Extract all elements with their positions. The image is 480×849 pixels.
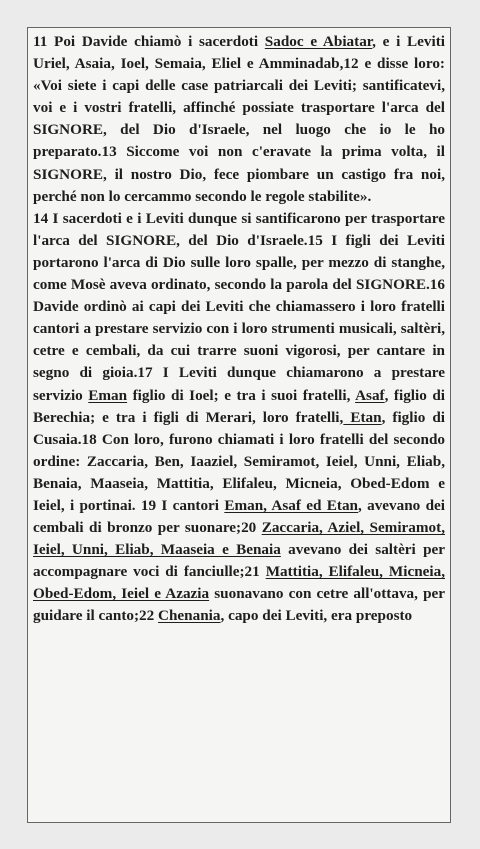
text-run: , figlio di Berechia; e tra i figli di Merari, loro fratelli,: [33, 386, 445, 426]
underlined-name: Asaf: [355, 386, 385, 404]
underlined-name: Etan: [343, 408, 382, 426]
scripture-text: [33, 31, 445, 628]
paragraph-verses-11-13: [33, 31, 445, 208]
text-run: , e i Leviti Uriel, Asaia, Ioel, Semaia, Eliel e Amminadab,12 e disse loro: «Voi siete i capi delle case patriarcali dei Leviti; santificatevi, voi e i vostri fratelli, affinché possiate trasportare l'arca del SIGNORE, del Dio d'Israele, nel luogo che io le ho preparato.13 Siccome voi non c'eravate la prima volta, il SIGNORE, il nostro Dio, fece piombare un castigo fra noi, perché non lo cercammo secondo le regole stabilite».: [33, 33, 446, 205]
text-run: , capo dei Leviti, era preposto: [220, 607, 413, 625]
scripture-page: [27, 27, 451, 823]
underlined-name: Chenania: [158, 607, 221, 625]
text-run: , figlio di Cusaia.18 Con loro, furono chiamati i loro fratelli del secondo ordine: Zaccaria, Ben, Iaaziel, Semiramot, Ieiel, Unni, Eliab, Benaia, Maaseia, Mattitia, Elifaleu, Micneia, Obed-Edom e Ieiel, i portinai. 19 I cantori: [33, 408, 445, 514]
underlined-name: Eman, Asaf ed Etan: [224, 496, 358, 514]
text-run: , avevano dei cembali di bronzo per suonare;20: [33, 496, 445, 537]
underlined-name: Sadoc e Abiatar: [264, 33, 373, 50]
text-run: 11 Poi Davide chiamò i sacerdoti: [33, 33, 265, 50]
underlined-name: Mattitia, Elifaleu, Micneia, Obed-Edom, Ieiel e Azazia: [33, 563, 446, 603]
text-run: avevano dei saltèri per accompagnare voci di fanciulle;21: [33, 541, 445, 581]
text-run: suonavano con cetre all'ottava, per guidare il canto;22: [33, 585, 446, 625]
underlined-name: Eman: [88, 386, 128, 404]
text-run: 14 I sacerdoti e i Leviti dunque si santificarono per trasportare l'arca del SIGNORE, del Dio d'Israele.15 I figli dei Leviti portarono l'arca di Dio sulle loro spalle, per mezzo di stanghe, come Mosè aveva ordinato, secondo la parola del SIGNORE.16 Davide ordinò ai capi dei Leviti che chiamassero i loro fratelli cantori a prestare servizio con i loro strumenti musicali, saltèri, cetre e cembali, da cui trarre suoni vigorosi, per cantare in segno di gioia.17 I Leviti dunque chiamarono a prestare servizio: [33, 209, 445, 404]
underlined-name: Zaccaria, Aziel, Semiramot, Ieiel, Unni, Eliab, Maaseia e Benaia: [33, 519, 445, 559]
text-run: figlio di Ioel; e tra i suoi fratelli,: [127, 386, 356, 404]
paragraph-verses-14-22: [33, 208, 445, 628]
